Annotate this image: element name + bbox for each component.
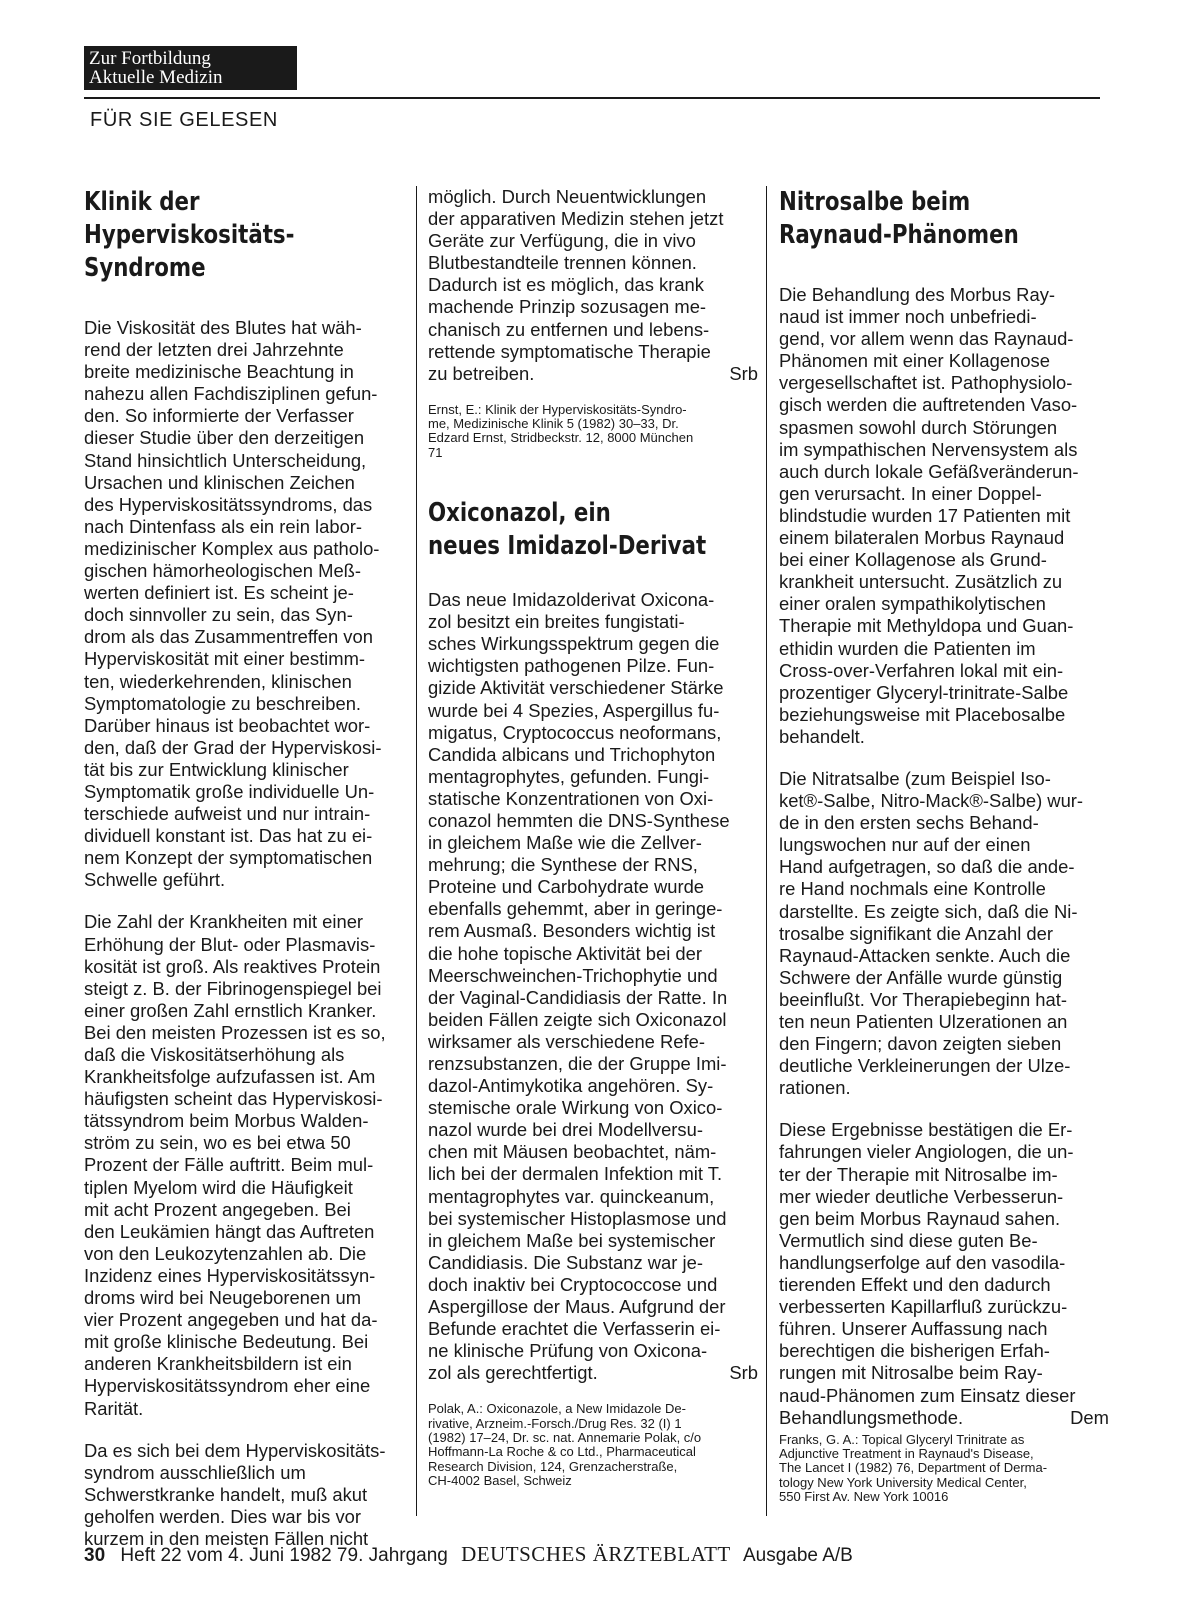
article2-reference: Polak, A.: Oxiconazole, a New Imidazole De- rivative, Arzneim.-Forsch./Drug Res. 32 (I) 1 (1982) 17–24, Dr. sc. nat. Annemarie Polak, c/o Hoffmann-La Roche & co Ltd., Pharmaceutical Research Division, 124, Grenzacherstraße, CH-4002 Basel, Schweiz (428, 1401, 702, 1488)
column-3 (779, 186, 1109, 1504)
article1-last-line: zu betreiben. (428, 362, 535, 384)
column-divider-left (416, 186, 417, 1516)
edition-info: Ausgabe A/B (742, 1545, 853, 1566)
column-2 (428, 186, 758, 1488)
article2-signature: Srb (729, 1362, 758, 1384)
article2-title: Oxiconazol, ein neues Imidazol-Derivat (428, 498, 707, 562)
article3-paragraph-2: Die Nitratsalbe (zum Beispiel Iso- ket®-Salbe, Nitro-Mack®-Salbe) wur- de in den ersten sechs Behand- lungswochen nur auf der einen Hand aufgetragen, so daß die ande- re Hand nochmals eine Kontrolle darstellte. Es zeigte sich, daß die Ni- trosalbe signifikant die Anzahl der Raynaud-Attacken senkte. Auch die Schwere der Anfälle wurde günstig beeinflußt. Vor Therapiebeginn hat- ten neun Patienten Ulzerationen an den Fingern; davon zeigten sieben deutliche Verkleinerungen der Ulze- rationen. (779, 767, 1084, 1099)
header-rule (84, 97, 1100, 99)
section-tag-line2: Aktuelle Medizin (89, 67, 223, 88)
issue-info: Heft 22 vom 4. Juni 1982 79. Jahrgang (120, 1545, 448, 1566)
article2-sign-line (428, 1362, 758, 1384)
article1-reference: Ernst, E.: Klinik der Hyperviskositäts-Syndro- me, Medizinische Klinik 5 (1982) 30–33, Dr. Edzard Ernst, Stridbeckstr. 12, 8000 München 71 (428, 401, 694, 460)
article1-signature: Srb (729, 362, 758, 384)
column-1 (84, 186, 409, 1550)
page-footer (84, 1542, 853, 1567)
article1-paragraph-1: Die Viskosität des Blutes hat wäh- rend der letzten drei Jahrzehnte breite medizinische Beachtung in nahezu allen Fachdisziplinen gefun- den. So informierte der Verfasser dieser Studie über den derzeitigen Stand hinsichtlich Unterscheidung, Ursachen und klinischen Zeichen des Hyperviskositätssyndroms, das nach Dintenfass als ein rein labor- medizinischer Komplex aus patholo- gischen hämorheologischen Meß- werten definiert ist. Es scheint je- doch sinnvoller zu sein, das Syn- drom als das Zusammentreffen von Hyperviskosität mit einer bestimm- ten, wiederkehrenden, klinischen Symptomatologie zu beschreiben. Darüber hinaus ist beobachtet wor- den, daß der Grad der Hyperviskosi- tät bis zur Entwicklung klinischer Symptomatik große individuelle Un- terschiede aufweist und nur intrain- dividuell konstant ist. Das hat zu ei- nem Konzept der symptomatischen Schwelle geführt. (84, 317, 382, 891)
article3-last-line: Behandlungsmethode. (779, 1406, 964, 1428)
article1-paragraph-4: möglich. Durch Neuentwicklungen der apparativen Medizin stehen jetzt Geräte zur Verfügung, die in vivo Blutbestandteile trennen können. Dadurch ist es möglich, das krank machende Prinzip sozusagen me- chanisch zu entfernen und lebens- rettende symptomatische Therapie (428, 186, 724, 362)
article2-last-line: zol als gerechtfertigt. (428, 1362, 598, 1384)
article1-paragraph-2: Die Zahl der Krankheiten mit einer Erhöhung der Blut- oder Plasmavis- kosität ist groß. Als reaktives Protein steigt z. B. der Fibrinogenspiegel bei einer großen Zahl ernstlich Kranker. Bei den meisten Prozessen ist es so, daß die Viskositätserhöhung als Krankheitsfolge aufzufassen ist. Am häufigsten scheint das Hyperviskosi- tätssyndrom beim Morbus Walden- ström zu sein, wo es bei etwa 50 Prozent der Fälle auftritt. Beim mul- tiplen Myelom wird die Häufigkeit mit acht Prozent angegeben. Bei den Leukämien hängt das Auftreten von den Leukozytenzahlen ab. Die Inzidenz eines Hyperviskositätssyn- droms wird bei Neugeborenen um vier Prozent angegeben und hat da- mit große klinische Bedeutung. Bei anderen Krankheitsbildern ist ein Hyperviskositätssyndrom eher eine Rarität. (84, 911, 386, 1419)
article1-paragraph-3: Da es sich bei dem Hyperviskositäts- syndrom ausschließlich um Schwerstkranke handelt, muß akut geholfen werden. Dies war bis vor kurzem in den meisten Fällen nicht (84, 1439, 386, 1549)
article3-reference: Franks, G. A.: Topical Glyceryl Trinitrate as Adjunctive Treatment in Raynaud's Disease, The Lancet I (1982) 76, Department of Derma- tology New York University Medical Center, 550 First Av. New York 10016 (779, 1431, 1048, 1504)
magazine-name: DEUTSCHES ÄRZTEBLATT (461, 1542, 731, 1566)
page-number: 30 (84, 1545, 106, 1566)
article2-paragraph-1: Das neue Imidazolderivat Oxicona- zol besitzt ein breites fungistati- sches Wirkungsspektrum gegen die wichtigsten pathogenen Pilze. Fun- gizide Aktivität verschiedener Stärke wurde bei 4 Spezies, Aspergillus fu- migatus, Cryptococcus neoformans, Candida albicans und Trichophyton mentagrophytes, gefunden. Fungi- statische Konzentrationen von Oxi- conazol hemmten die DNS-Synthese in gleichem Maße wie die Zellver- mehrung; die Synthese der RNS, Proteine und Carbohydrate wurde ebenfalls gehemmt, aber in geringe- rem Ausmaß. Besonders wichtig ist die hohe topische Aktivität bei der Meerschweinchen-Trichophytie und der Vaginal-Candidiasis der Ratte. In beiden Fällen zeigte sich Oxiconazol wirksamer als verschiedene Refe- renzsubstanzen, die der Gruppe Imi- dazol-Antimykotika angehören. Sy- stemische orale Wirkung von Oxico- nazol wurde bei drei Modellversu- chen mit Mäusen beobachtet, näm- lich bei der dermalen Infektion mit T. mentagrophytes var. quinckeanum, bei systemischer Histoplasmose und in gleichem Maße bei systemischer Candidiasis. Die Substanz war je- doch inaktiv bei Cryptococcose und Aspergillose der Maus. Aufgrund der Befunde erachtet die Verfasserin ei- ne klinische Prüfung von Oxicona- (428, 589, 730, 1362)
rubric-heading: FÜR SIE GELESEN (90, 109, 278, 131)
article3-paragraph-1: Die Behandlung des Morbus Ray- naud ist immer noch unbefriedi- gend, vor allem wenn das Raynaud- Phänomen mit einer Kollagenose vergesellschaftet ist. Pathophysiolo- gisch werden die auftretenden Vaso- spasmen sowohl durch Störungen im sympathischen Nervensystem als auch durch lokale Gefäßveränderun- gen verursacht. In einer Doppel- blindstudie wurden 17 Patienten mit einem bilateralen Morbus Raynaud bei einer Kollagenose als Grund- krankheit untersucht. Zusätzlich zu einer oralen sympathikolytischen Therapie mit Methyldopa und Guan- ethidin wurden die Patienten im Cross-over-Verfahren lokal mit ein- prozentiger Glyceryl-trinitrate-Salbe beziehungsweise mit Placebosalbe behandelt. (779, 284, 1079, 747)
article1-sign-line (428, 363, 758, 385)
section-tag (84, 46, 297, 90)
article3-paragraph-3: Diese Ergebnisse bestätigen die Er- fahrungen vieler Angiologen, die un- ter der Therapie mit Nitrosalbe im- mer wieder deutliche Verbesserun- gen beim Morbus Raynaud sahen. Vermutlich sind diese guten Be- handlungserfolge auf den vasodila- tierenden Effekt und den dadurch verbesserten Kapillarfluß zurückzu- führen. Unserer Auffassung nach berechtigen die bisherigen Erfah- rungen mit Nitrosalbe beim Ray- naud-Phänomen zum Einsatz dieser (779, 1119, 1076, 1406)
article1-title: Klinik der Hyperviskositäts-Syndrome (84, 187, 295, 283)
article3-sign-line (779, 1407, 1109, 1429)
column-divider-right (766, 186, 767, 1516)
article3-title: Nitrosalbe beim Raynaud-Phänomen (779, 187, 1019, 250)
section-tag-line1: Zur Fortbildung (89, 48, 211, 69)
article3-signature: Dem (1070, 1406, 1109, 1428)
